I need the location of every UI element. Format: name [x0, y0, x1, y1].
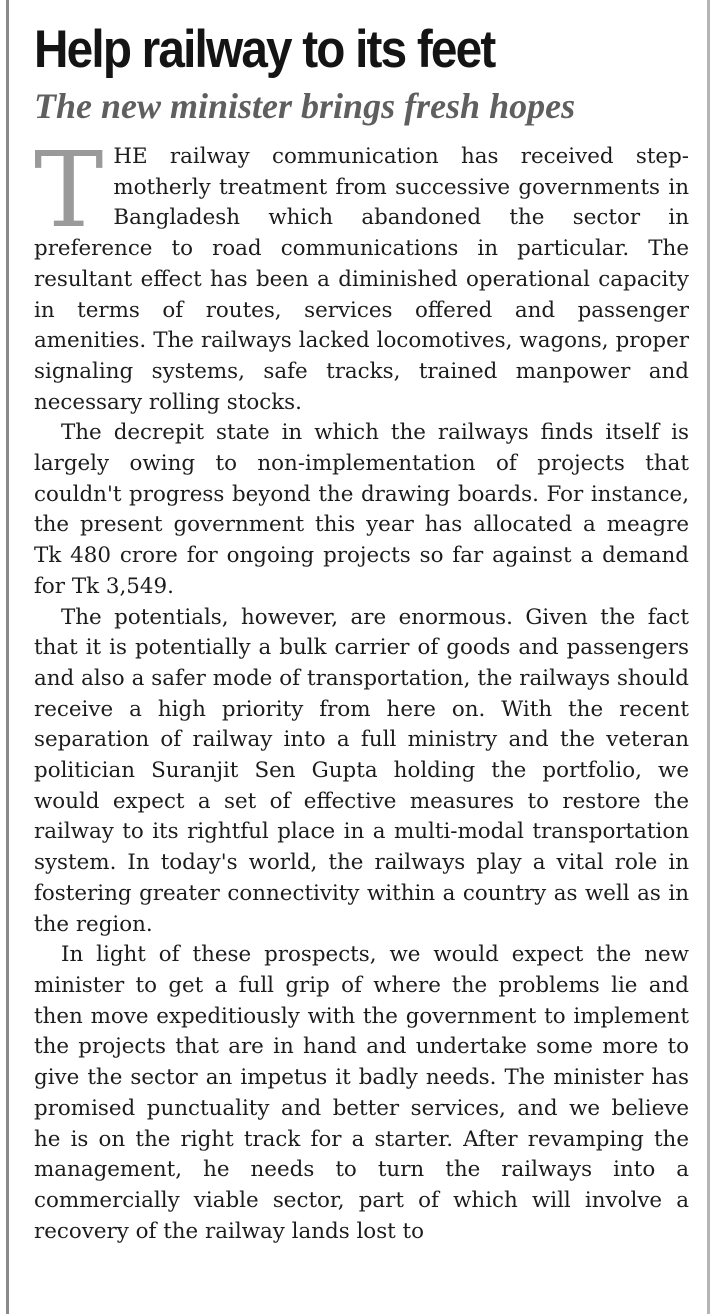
headline: Help railway to its feet [34, 20, 495, 79]
paragraph-3: The potentials, however, are enormous. Given the fact that it is potentially a bulk carrier of goods and passengers and also a safer mode of transportation, the railways should receive a high priority from here on. With the recent separation of railway into a full ministry and the veteran politician Suranjit Sen Gupta holding the portfolio, we would expect a set of effective measures to restore the railway to its rightful place in a multi-modal transportation system. In today's world, the railways play a vital role in fostering greater connectivity within a country as well as in the region. [34, 604, 689, 937]
article-body [34, 129, 689, 1247]
drop-cap: T [34, 129, 104, 251]
column-rule-left [6, 0, 9, 1314]
subheadline: The new minister brings fresh hopes [34, 86, 576, 126]
paragraph-1 [34, 129, 689, 418]
paragraph-4: In light of these prospects, we would expect the new minister to get a full grip of where the problems lie and then move expeditiously with the government to implement the projects that are in hand and undertake some more to give the sector an impetus it badly needs. The minister has promised punctuality and better services, and we believe he is on the right track for a starter. After revamping the management, he needs to turn the railways into a commercially viable sector, part of which will involve a recovery of the railway lands lost to [34, 942, 689, 1244]
editorial-column [34, 18, 689, 1247]
column-rule-right [707, 0, 710, 1314]
paragraph-1-text: HE railway communication has received step-motherly treatment from successive governments in Bangladesh which abandoned the sector in preference to road communications in particular. The resultant effect has been a diminished operational capacity in terms of routes, services offered and passenger amenities. The railways lacked locomotives, wagons, proper signaling systems, safe tracks, trained manpower and necessary rolling stocks. [34, 144, 689, 415]
paragraph-2: The decrepit state in which the railways finds itself is largely owing to non-implementation of projects that couldn't progress beyond the drawing boards. For instance, the present government this year has allocated a meagre Tk 480 crore for ongoing projects so far against a demand for Tk 3,549. [34, 420, 689, 599]
